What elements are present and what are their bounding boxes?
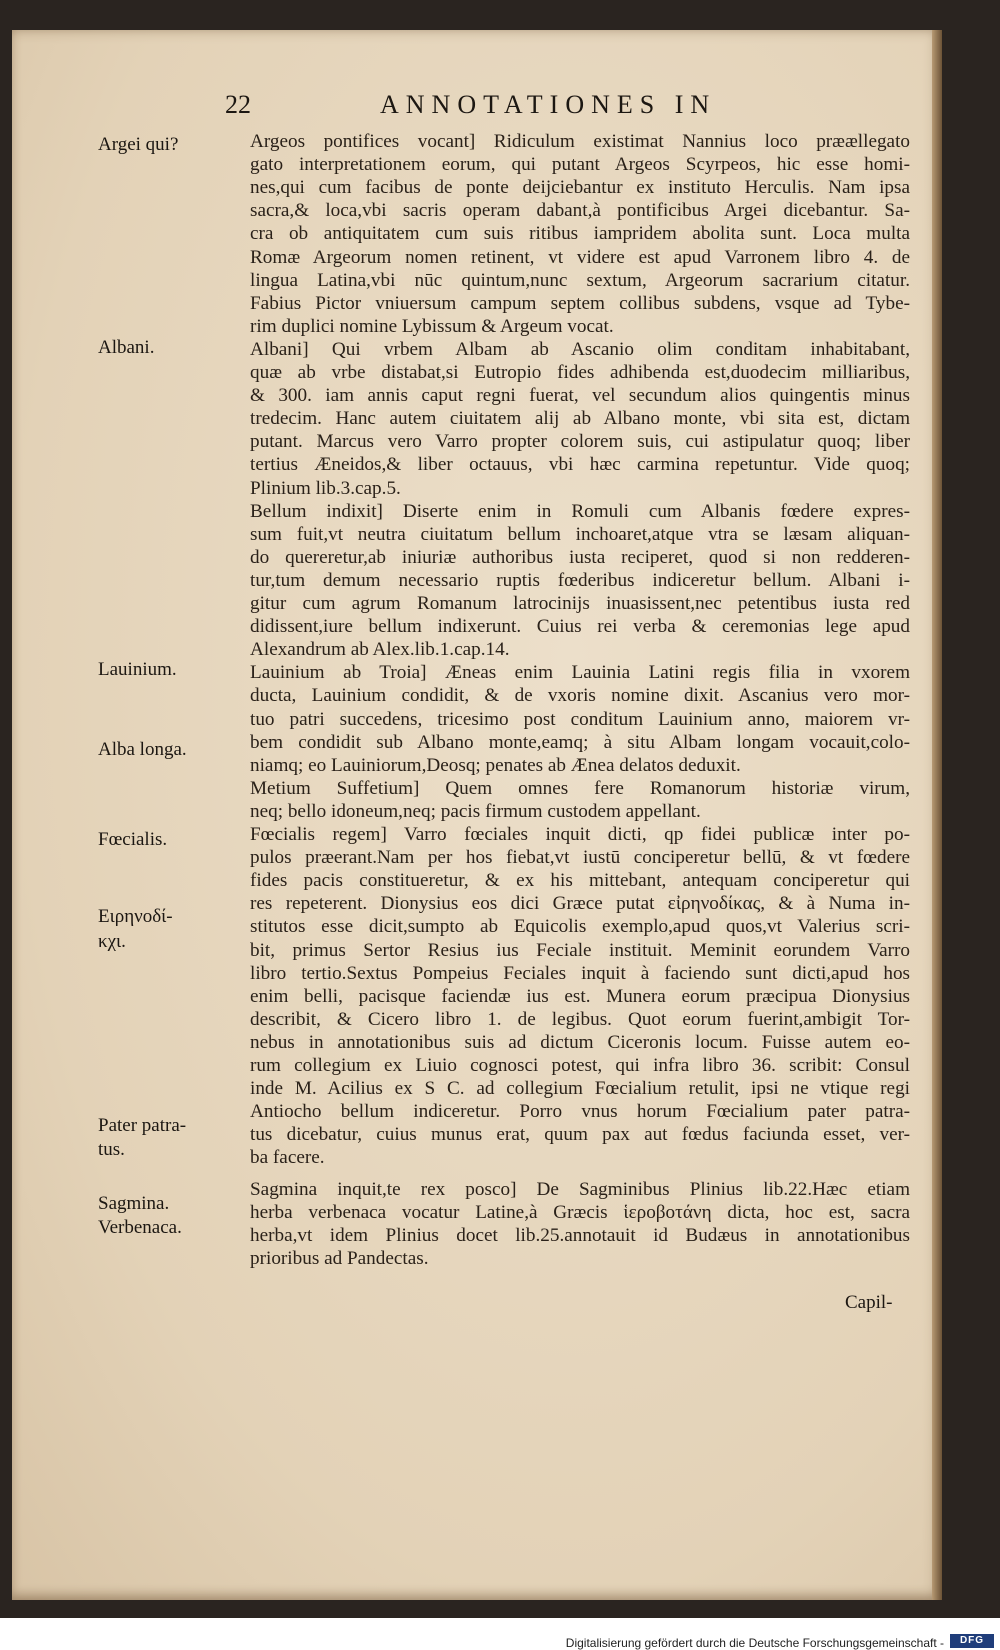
text-line: rim duplici nomine Lybissum & Argeum vocat. [250,315,614,337]
text-line: tredecim. Hanc autem ciuitatem alij ab Albano monte, vbi sita est, dictam [250,408,910,430]
funding-notice: Digitalisierung gefördert durch die Deutsche Forschungsgemeinschaft - [565,1636,944,1650]
text-line: describit, & Cicero libro 1. de legibus. Quot eorum fuerint,ambigit Tor- [250,1008,910,1030]
text-line: enim belli, pacisque faciendæ ius est. Munera eorum præcipua Dionysius [250,985,910,1007]
text-line: neq; bello idoneum,neq; pacis firmum custodem appellant. [250,800,701,822]
text-line: Lauinium ab Troia] Æneas enim Lauinia Latini regis filia in vxorem [250,662,910,684]
text-line: putant. Marcus vero Varro propter colorem suis, cui astipulatur quoq; liber [250,431,910,453]
text-line: sacra,& loca,vbi sacris operam dabant,à pontificibus Argei dicebantur. Sa- [250,200,910,222]
page-number: 22 [225,90,251,119]
text-line: Sagmina inquit,te rex posco] De Sagminibus Plinius lib.22.Hæc etiam [250,1178,910,1200]
text-line: rum collegium ex Liuio cognosci potest, qui infra libro 36. scribit: Consul [250,1055,910,1076]
text-line: & 300. iam annis caput regni fuerat, vel secundum alios quingentis minus [250,385,910,407]
text-line: fides pacis constitueretur, & ex his mittebant, antequam conciperetur qui [250,870,910,892]
margin-note: tus. [98,1139,125,1160]
text-line: tus dicebatur, cuius munus erat, quum pax aut fœdus faciunda esset, ver- [250,1124,910,1146]
text-line: do quereretur,ab iniuriæ authoribus iusta reciperet, quod si non redderen- [250,546,910,568]
text-line: Albani] Qui vrbem Albam ab Ascanio olim conditam inhabitabant, [250,338,910,360]
text-line: Metium Suffetium] Quem omnes fere Romanorum historiæ virum, [250,777,910,799]
text-line: Plinium lib.3.cap.5. [250,477,401,499]
text-line: inde M. Acilius ex S C. ad collegium Fœcialium retulit, ipsi ne vtique regi [250,1078,910,1100]
text-line: ducta, Lauinium condidit, & de vxoris nomine dixit. Ascanius vero mor- [250,685,910,707]
margin-note: Alba longa. [98,739,187,760]
text-line: bem condidit sub Albano monte,eamq; à situ Albam longam vocauit,colo- [250,731,910,753]
text-line: libro tertio.Sextus Pompeius Feciales inquit à faciendo sunt dicti,apud hos [250,962,910,984]
text-line: tertius Æneidos,& liber octauus, vbi hæc carmina repetuntur. Vide quoq; [250,454,910,476]
text-line: Fabius Pictor vniuersum campum septem collibus subdens, vsque ad Tybe- [250,292,910,314]
text-line: nes,qui cum facibus de ponte deijciebantur ex instituto Herculis. Nam ipsa [250,177,910,199]
text-line: Romæ Argeorum nomen retinent, vt videre est apud Varronem libro 4. de [250,246,910,268]
text-line: Antiocho bellum indiceretur. Porro vnus horum Fœcialium pater patra- [250,1101,910,1123]
margin-note: Argei qui? [98,134,179,155]
margin-note: Pater patra- [98,1115,187,1136]
text-line: bit, primus Sertor Resius ius Feciale instituit. Meminit eorundem Varro [250,939,910,961]
text-line: cra ob antiquitatem cum suis ritibus iampridem abolita sunt. Loca multa [250,223,910,245]
text-line: lingua Latina,vbi nūc quintum,nunc sextum, Argeorum sacrarium citatur. [250,269,910,291]
text-line: Fœcialis regem] Varro fœciales inquit dicti, qp fidei publicæ inter po- [250,824,910,845]
text-line: herba,vt idem Plinius docet lib.25.annotauit id Budæus in annotationibus [250,1224,910,1246]
text-line: stitutos esse dicit,sumpto ab Equicolis exemplo,apud quos,vt Valerius scri- [250,916,910,938]
text-line: Argeos pontifices vocant] Ridiculum existimat Nannius loco præællegato [250,131,910,152]
text-line: Alexandrum ab Alex.lib.1.cap.14. [250,639,510,661]
text-line: pulos præerant.Nam per hos fiebat,vt iustū conciperetur bellū, & vt fœdere [250,847,910,869]
page-gutter-shadow [932,30,942,1600]
margin-note: Albani. [98,337,155,358]
margin-note: Fœcialis. [98,829,168,850]
page-header [225,90,915,120]
text-line: gitur cum agrum Romanum latrocinijs inuasissent,nec petentibus iusta red [250,593,910,614]
text-line: nebus in annotationibus suis ad dictum Ciceronis locum. Fuisse autem eo- [250,1031,910,1053]
text-line: herba verbenaca vocatur Latine,à Græcis ἱεροβοτάνη dicta, hoc est, sacra [250,1201,910,1223]
text-line: ba facere. [250,1147,325,1169]
margin-note: Lauinium. [98,659,177,680]
running-head: ANNOTATIONES IN [380,90,717,119]
catchword: Capil- [845,1292,893,1313]
text-line: tur,tum demum necessario ruptis fœderibus indiceretur bellum. Albani i- [250,569,910,591]
text-line: gato interpretationem eorum, qui putant Argeos Scyrpeos, hic esse homi- [250,154,910,176]
text-line: res repeterent. Dionysius eos dici Græce putat εἰρηνοδίκας, & à Numa in- [250,893,910,915]
text-line: niamq; eo Lauiniorum,Deosq; penates ab Ænea delatos deduxit. [250,754,741,776]
text-line: sum fuit,vt neutra ciuitatum bellum inchoaret,atque vtra se læsam aliquan- [250,523,910,545]
margin-note: Ειρηνοδί- [98,906,173,927]
text-line: tuo patri succedens, tricesimo post conditum Lauinium anno, maiorem vr- [250,708,910,730]
dfg-logo: DFG [950,1634,994,1648]
text-line: prioribus ad Pandectas. [250,1247,429,1269]
text-line: Bellum indixit] Diserte enim in Romuli cum Albanis fœdere expres- [250,500,910,522]
margin-note: Sagmina. [98,1193,170,1214]
margin-note: Verbenaca. [98,1217,182,1238]
text-line: quæ ab vrbe distabat,si Eutropio fides adhibenda est,duodecim milliaribus, [250,362,910,383]
text-line: didissent,iure bellum indixerunt. Cuius rei verba & ceremonias lege apud [250,616,910,638]
margin-note: κχι. [98,931,126,952]
